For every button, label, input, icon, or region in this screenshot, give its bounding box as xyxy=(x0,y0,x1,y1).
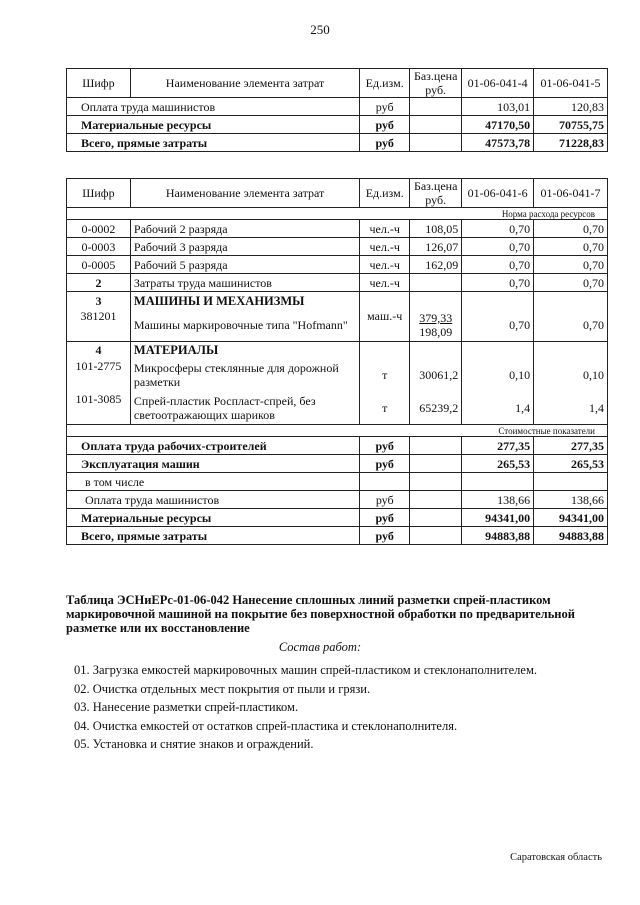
machines-code: 3 xyxy=(67,292,131,310)
machine-name: Машины маркировочные типа "Hofmann" xyxy=(130,309,359,341)
machine-price xyxy=(410,309,462,341)
row-value-b: 138,66 xyxy=(534,491,608,509)
row-value-b: 120,83 xyxy=(534,98,608,116)
row-value-a: 1,4 xyxy=(462,392,534,425)
row-price: 126,07 xyxy=(410,238,462,256)
machine-b: 0,70 xyxy=(534,309,608,341)
machine-a: 0,70 xyxy=(462,309,534,341)
table-row xyxy=(67,455,608,473)
header-unit: Ед.изм. xyxy=(360,69,410,98)
row-unit: т xyxy=(360,359,410,392)
row-name: Микросферы стеклянные для дорожной разметки xyxy=(130,359,359,392)
table-row xyxy=(67,509,608,527)
row-code: 0-0003 xyxy=(67,238,131,256)
table-row xyxy=(67,491,608,509)
row-code: 0-0005 xyxy=(67,256,131,274)
row-name: Спрей-пластик Роспласт-спрей, без светоотражающих шариков xyxy=(130,392,359,425)
row-name: Всего, прямые затраты xyxy=(67,134,360,152)
row-unit: руб xyxy=(360,116,410,134)
list-item: 05. Установка и снятие знаков и ограждений. xyxy=(74,737,314,751)
page-number: 250 xyxy=(310,22,330,37)
row-value-a: 138,66 xyxy=(462,491,534,509)
row-code: 101-2775 xyxy=(67,359,131,392)
works-heading: Состав работ: xyxy=(278,640,362,654)
machine-price-top: 379,33 xyxy=(419,310,453,325)
row-value-a: 0,70 xyxy=(462,238,534,256)
row-value-b: 71228,83 xyxy=(534,134,608,152)
table-row xyxy=(67,527,608,545)
machines-heading: МАШИНЫ И МЕХАНИЗМЫ xyxy=(130,292,359,310)
row-price xyxy=(410,509,462,527)
row-unit: чел.-ч xyxy=(360,256,410,274)
cost-table-2 xyxy=(66,178,608,545)
row-price: 108,05 xyxy=(410,220,462,238)
header-col-b: 01-06-041-7 xyxy=(534,179,608,208)
row-price xyxy=(410,527,462,545)
table-row xyxy=(67,392,608,425)
works-list xyxy=(74,661,537,754)
row-value-a: 47573,78 xyxy=(462,134,534,152)
row-value-b: 0,10 xyxy=(534,359,608,392)
row-unit: т xyxy=(360,392,410,425)
row-unit: руб xyxy=(360,509,410,527)
row-value-a: 94341,00 xyxy=(462,509,534,527)
row-unit: руб xyxy=(360,437,410,455)
table-row xyxy=(67,274,608,292)
row-value-a: 47170,50 xyxy=(462,116,534,134)
row-value-a: 0,70 xyxy=(462,256,534,274)
row-name: Рабочий 3 разряда xyxy=(130,238,359,256)
region-label: Саратовская область xyxy=(510,852,602,863)
header-base-price: Баз.цена руб. xyxy=(410,69,462,98)
row-name: Материальные ресурсы xyxy=(67,509,360,527)
row-name: Оплата труда рабочих-строителей xyxy=(67,437,360,455)
list-item: 01. Загрузка емкостей маркировочных машин спрей-пластиком и стеклонаполнителем. xyxy=(74,663,538,677)
table-row xyxy=(67,116,608,134)
table-row xyxy=(67,238,608,256)
header-col-a: 01-06-041-4 xyxy=(462,69,534,98)
row-price xyxy=(410,491,462,509)
header-col-b: 01-06-041-5 xyxy=(534,69,608,98)
section-row xyxy=(67,292,608,310)
header-base-price: Баз.цена руб. xyxy=(410,179,462,208)
labor-total-b: 0,70 xyxy=(534,274,608,292)
cost-table-1 xyxy=(66,68,608,152)
row-value-b: 94341,00 xyxy=(534,509,608,527)
cost-note: Стоимостные показатели xyxy=(67,425,608,437)
labor-total-unit: чел.-ч xyxy=(360,274,410,292)
labor-total-price xyxy=(410,274,462,292)
norm-note-row xyxy=(67,208,608,220)
row-price xyxy=(410,116,462,134)
row-name: Всего, прямые затраты xyxy=(67,527,360,545)
row-unit: руб xyxy=(360,455,410,473)
header-code: Шифр xyxy=(67,179,131,208)
row-value-a: 277,35 xyxy=(462,437,534,455)
labor-total-a: 0,70 xyxy=(462,274,534,292)
header-col-a: 01-06-041-6 xyxy=(462,179,534,208)
table-row xyxy=(67,134,608,152)
table-row xyxy=(67,220,608,238)
row-price xyxy=(410,473,462,491)
row-price xyxy=(410,98,462,116)
list-item: 03. Нанесение разметки спрей-пластиком. xyxy=(74,700,299,714)
table-row xyxy=(67,473,608,491)
table-row xyxy=(67,359,608,392)
row-value-b xyxy=(534,473,608,491)
row-unit: руб xyxy=(360,491,410,509)
row-price: 65239,2 xyxy=(410,392,462,425)
table-header xyxy=(67,69,608,98)
table-row xyxy=(67,256,608,274)
materials-code: 4 xyxy=(67,341,131,359)
row-unit: руб xyxy=(360,98,410,116)
row-price xyxy=(410,437,462,455)
norm-note: Норма расхода ресурсов xyxy=(67,208,608,220)
table-row xyxy=(67,98,608,116)
row-name: Рабочий 2 разряда xyxy=(130,220,359,238)
row-code: 101-3085 xyxy=(67,392,131,425)
row-price xyxy=(410,455,462,473)
row-name: Материальные ресурсы xyxy=(67,116,360,134)
row-value-a: 0,10 xyxy=(462,359,534,392)
cost-note-row xyxy=(67,425,608,437)
row-value-b: 94883,88 xyxy=(534,527,608,545)
header-code: Шифр xyxy=(67,69,131,98)
row-name: Оплата труда машинистов xyxy=(67,98,360,116)
list-item: 02. Очистка отдельных мест покрытия от пыли и грязи. xyxy=(74,681,371,696)
row-price: 162,09 xyxy=(410,256,462,274)
row-price: 30061,2 xyxy=(410,359,462,392)
row-value-b: 0,70 xyxy=(534,220,608,238)
section-title: Таблица ЭСНиЕРс-01-06-042 Нанесение сплошных линий разметки спрей-пластиком маркировочной машиной на покрытие без поверхностной обработки по предварительной разметке или их восстановление xyxy=(66,593,575,635)
table-row xyxy=(67,437,608,455)
section-row xyxy=(67,341,608,359)
machine-code: 381201 xyxy=(67,309,131,341)
row-value-b: 265,53 xyxy=(534,455,608,473)
row-code: 0-0002 xyxy=(67,220,131,238)
machine-unit: маш.-ч xyxy=(360,309,410,341)
header-unit: Ед.изм. xyxy=(360,179,410,208)
labor-total-code: 2 xyxy=(67,274,131,292)
header-name: Наименование элемента затрат xyxy=(130,69,359,98)
row-value-a: 103,01 xyxy=(462,98,534,116)
row-value-b: 70755,75 xyxy=(534,116,608,134)
row-name: Эксплуатация машин xyxy=(67,455,360,473)
row-unit: руб xyxy=(360,134,410,152)
row-value-a: 0,70 xyxy=(462,220,534,238)
row-value-a: 94883,88 xyxy=(462,527,534,545)
row-value-b: 277,35 xyxy=(534,437,608,455)
row-unit xyxy=(360,473,410,491)
row-value-a: 265,53 xyxy=(462,455,534,473)
row-name: в том числе xyxy=(67,473,360,491)
header-name: Наименование элемента затрат xyxy=(130,179,359,208)
labor-total-name: Затраты труда машинистов xyxy=(130,274,359,292)
row-value-a xyxy=(462,473,534,491)
table-header xyxy=(67,179,608,208)
row-unit: чел.-ч xyxy=(360,220,410,238)
machine-price-bottom: 198,09 xyxy=(419,324,453,339)
materials-heading: МАТЕРИАЛЫ xyxy=(130,341,359,359)
row-unit: чел.-ч xyxy=(360,238,410,256)
row-name: Рабочий 5 разряда xyxy=(130,256,359,274)
row-unit: руб xyxy=(360,527,410,545)
row-value-b: 1,4 xyxy=(534,392,608,425)
list-item: 04. Очистка емкостей от остатков спрей-пластика и стеклонаполнителя. xyxy=(74,718,458,733)
row-name: Оплата труда машинистов xyxy=(67,491,360,509)
row-value-b: 0,70 xyxy=(534,238,608,256)
row-price xyxy=(410,134,462,152)
table-row xyxy=(67,309,608,341)
row-value-b: 0,70 xyxy=(534,256,608,274)
